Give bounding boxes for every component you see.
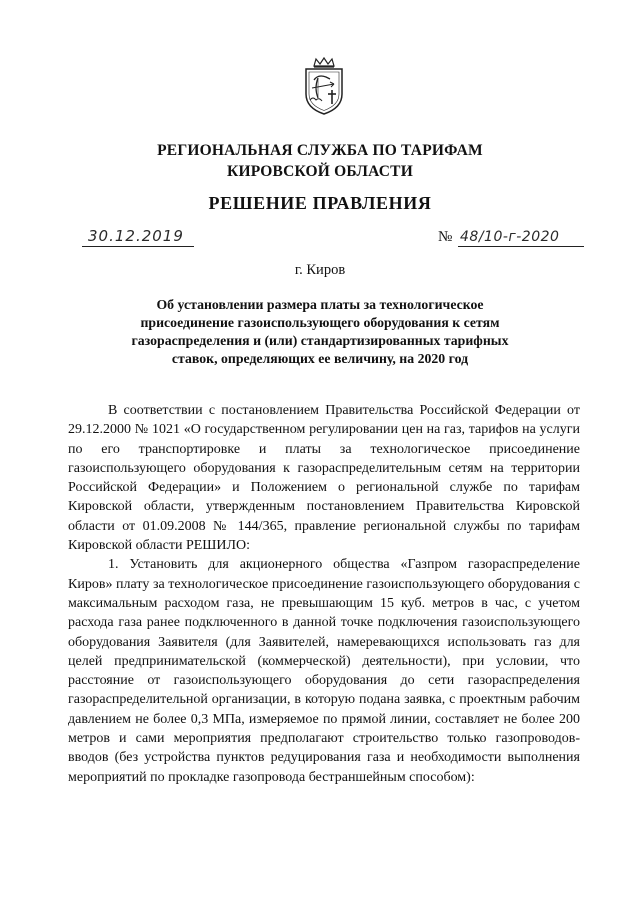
organization-name-line2: КИРОВСКОЙ ОБЛАСТИ [227,163,413,180]
decision-number: 48/10-г-2020 [460,229,560,245]
organization-name [0,140,640,182]
subject-line2: присоединение газоиспользующего оборудования к сетям [140,315,500,330]
body-paragraph-preamble: В соответствии с постановлением Правительства Российской Федерации от 29.12.2000 № 1021 «О государственном регулировании цен на газ, тарифов на услуги по его транспортировке и платы за технологическое присоединение газоиспользующего оборудования к газораспределительным сетям на территории Российской Федерации» и Положением о региональной службе по тарифам Кировской области, утвержденным постановлением Правительства Кировской области от 01.09.2008 № 144/365, правление региональной службы по тарифам Кировской области РЕШИЛО: [68,403,580,554]
kirov-coat-of-arms-icon [300,56,348,116]
city: г. Киров [294,262,346,278]
body-paragraph-item1: 1. Установить для акционерного общества «Газпром газораспределение Киров» плату за технологическое присоединение газоиспользующего оборудования с максимальным расходом газа, не превышающим 15 куб. метров в час, с учетом расхода газа ранее подключенного в данной точке подключения газоиспользующего оборудования Заявителя (для Заявителей, намеревающихся использовать газ для целей предпринимательской (коммерческой) деятельности), при условии, что расстояние от газоиспользующего оборудования до сети газораспределения газораспределительной организации, в которую подана заявка, с проектным рабочим давлением не более 0,3 МПа, измеряемое по прямой линии, составляет не более 200 метров и сами мероприятия предполагают строительство только газопроводов-вводов (без устройства пунктов редуцирования газа и необходимости выполнения мероприятий по прокладке газопровода бестраншейным способом): [68,557,580,785]
subject-line4: ставок, определяющих ее величину, на 2020 год [171,351,469,366]
subject-line3: газораспределения и (или) стандартизированных тарифных [131,333,509,348]
decision-body [68,401,580,787]
decision-date: 30.12.2019 [88,227,184,245]
decision-number-field [458,222,584,247]
number-label: № [438,229,453,245]
decision-subject [120,296,520,368]
organization-name-line1: РЕГИОНАЛЬНАЯ СЛУЖБА ПО ТАРИФАМ [157,142,483,159]
subject-line1: Об установлении размера платы за технологическое [156,297,484,312]
decision-title: РЕШЕНИЕ ПРАВЛЕНИЯ [208,193,432,213]
decision-date-field [82,222,194,247]
